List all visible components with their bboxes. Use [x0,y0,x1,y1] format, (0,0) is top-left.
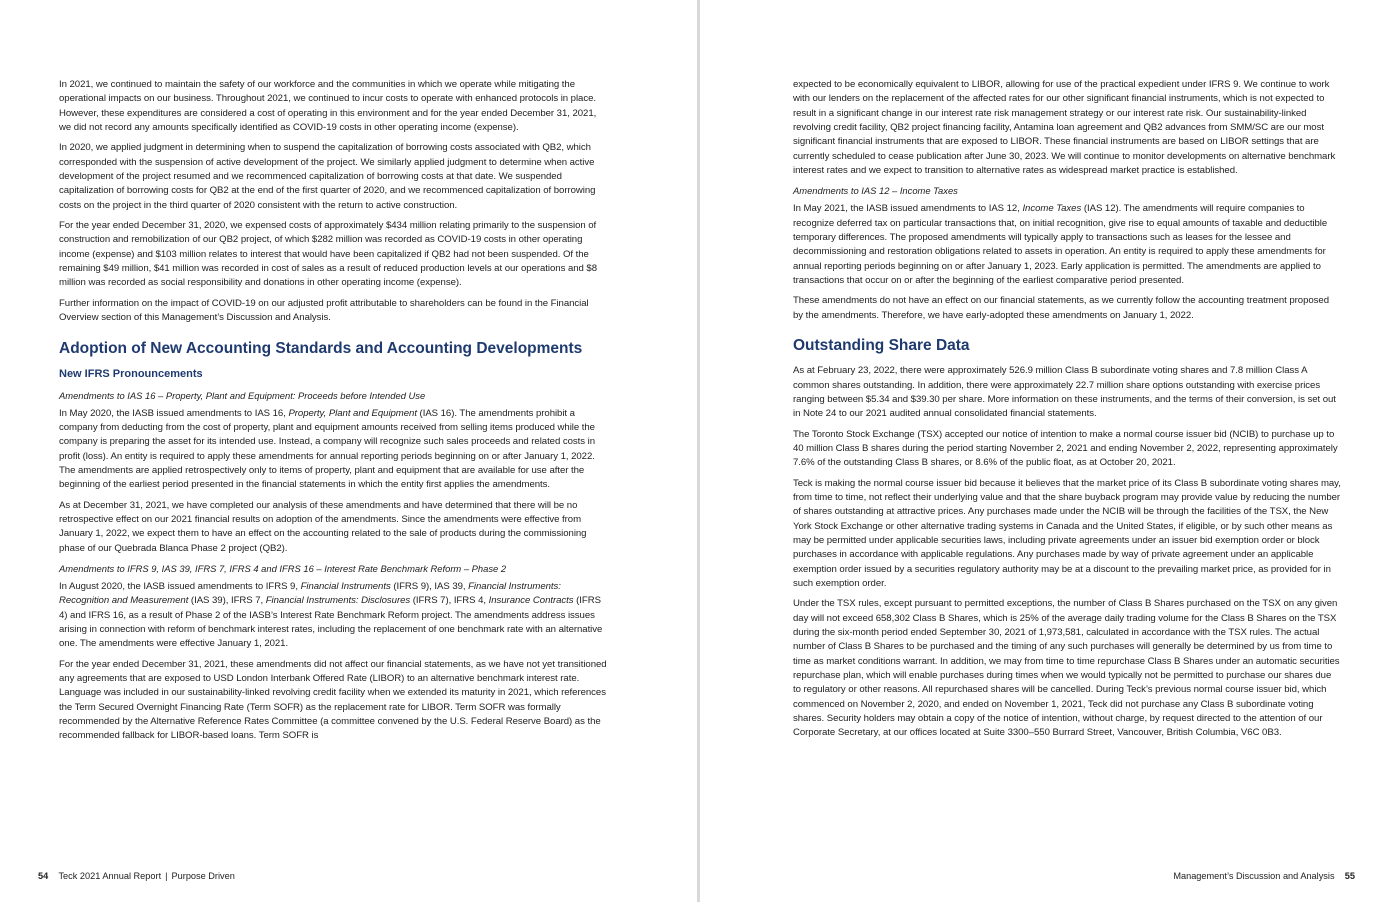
paragraph-tsx-rules: Under the TSX rules, except pursuant to permitted exceptions, the number of Class B Shares purchased on the TSX on any given day will not exceed 658,302 Class B Shares, which is 25% of the average daily trading volume for the Class B Shares on the TSX during the six-month period ended September 30, 2021 of 1,973,581, calculated in accordance with the TSX rules. The actual number of Class B Shares to be purchased and the timing of any such purchases will generally be determined by us from time to time as market conditions warrant. In addition, we may from time to time repurchase Class B Shares under an automatic securities repurchase plan, which will enable purchases during times when we would typically not be permitted to purchase our shares due to regulatory or other reasons. All repurchased shares will be cancelled. During Teck’s previous normal course issuer bid, which commenced on November 2, 2020, and ended on November 1, 2021, Teck did not purchase any Class B subordinate voting shares. Security holders may obtain a copy of the notice of intention, without charge, by request directed to the attention of our Corporate Secretary, at our offices located at Suite 3300–550 Burrard Street, Vancouver, British Columbia, V6C 0B3. [793,598,1340,739]
paragraph-ibor-effect: For the year ended December 31, 2021, these amendments did not affect our financial statements, as we have not yet transitioned any agreements that are exposed to USD London Interbank Offered Rate (LIBOR) to an alternative benchmark interest rate. Language was included in our sustainability-linked revolving credit facility when we extended its maturity in 2021, which references the Term Secured Overnight Financing Rate (Term SOFR) as the replacement rate for LIBOR. Term SOFR was formally recommended by the Alternative Reference Rates Committee (a committee convened by the U.S. Federal Reserve Board) as the recommended fallback for LIBOR-based loans. Term SOFR is [59,658,607,742]
lead-ibor-reform: Amendments to IFRS 9, IAS 39, IFRS 7, IFRS 4 and IFRS 16 – Interest Rate Benchmark Reform – Phase 2 [59,562,507,574]
report-title: Teck 2021 Annual Report [58,871,162,881]
right-column [793,78,1341,747]
lead-ias12: Amendments to IAS 12 – Income Taxes [793,185,958,197]
footer-left [38,871,235,881]
page-54 [0,0,697,902]
report-tagline: Purpose Driven [171,871,235,881]
paragraph-libor-continued: expected to be economically equivalent to LIBOR, allowing for use of the practical expedient under IFRS 9. We continue to work with our lenders on the replacement of the affected rates for our other significant financial instruments, which is not expected to result in a significant change in our interest rate risk management strategy or our interest rate risk. Our sustainability-linked revolving credit facility, QB2 project financing facility, Antamina loan agreement and QB2 advances from SMM/SC are our most significant financial instruments that are exposed to LIBOR. These financial instruments are based on LIBOR settings that are currently scheduled to cease publication after June 30, 2023. We will continue to monitor developments on alternative benchmark interest rates and we expect to transition to alternative rates as widespread market practice is established. [793,79,1336,177]
paragraph-shares-outstanding: As at February 23, 2022, there were approximately 526.9 million Class B subordinate voting shares and 7.8 million Class A common shares outstanding. In addition, there were approximately 22.7 million share options outstanding with exercise prices ranging between $5.34 and $39.30 per share. More information on these instruments, and the terms of their conversion, is set out in Note 24 to our 2021 audited annual consolidated financial statements. [793,365,1336,420]
paragraph-ncib-rationale: Teck is making the normal course issuer bid because it believes that the market price of its Class B subordinate voting shares may, from time to time, not reflect their underlying value and that the share buyback program may provide value by reducing the number of shares outstanding at attractive prices. Any purchases made under the NCIB will be through the facilities of the TSX, the New York Stock Exchange or other alternative trading systems in Canada and the United States, if eligible, or by such other means as may be permitted under applicable securities laws, including private agreements under an issuer bid exemption order or block purchases in accordance with applicable regulations. Any purchases made by way of private agreement under an applicable exemption order issued by a securities regulatory authority may be at a discount to the prevailing market price, as provided for in such exemption order. [793,477,1341,589]
page-number: 54 [38,871,49,881]
subheading-ifrs-pronouncements: New IFRS Pronouncements [59,367,203,380]
paragraph-ias16-amendments: In May 2020, the IASB issued amendments to IAS 16, Property, Plant and Equipment (IAS 16). The amendments prohibit a company from deducting from the cost of property, plant and equipment amounts received from selling items produced while the company is preparing the asset for its intended use. Instead, a company will recognize such sales proceeds and related costs in profit (loss). An entity is required to apply these amendments for annual reporting periods beginning on or after January 1, 2022. The amendments are applied retrospectively only to items of property, plant and equipment that are available for use after the beginning of the earliest period presented in the financial statements in which the entity first applies the amendments. [59,407,595,491]
page-55 [700,0,1395,902]
paragraph-expensed-costs-2020: For the year ended December 31, 2020, we expensed costs of approximately $434 million relating primarily to the suspension of construction and remobilization of our QB2 project, of which $282 million was recorded as COVID-19 costs in other operating income (expense) and $103 million relates to interest that would have been capitalized if QB2 had not been suspended. Of the remaining $49 million, $41 million was recorded in cost of sales as a result of reduced production levels at our operations and $8 million was recorded as social responsibility and donations in other operating income (expense). [59,220,597,289]
footer-right [1173,871,1355,881]
section-heading-accounting-standards: Adoption of New Accounting Standards and Accounting Developments [59,339,583,357]
page-number: 55 [1344,871,1355,881]
paragraph-covid-2021: In 2021, we continued to maintain the safety of our workforce and the communities in which we operate while mitigating the operational impacts on our business. Throughout 2021, we continued to incur costs to operate with enhanced protocols in place. However, these expenditures are considered a cost of operating in this environment and for the year ended December 31, 2021, we did not record any amounts specifically identified as COVID-19 costs in other operating income (expense). [59,79,597,134]
lead-ias16: Amendments to IAS 16 – Property, Plant and Equipment: Proceeds before Intended Use [59,389,426,401]
paragraph-ibor-amendments: In August 2020, the IASB issued amendments to IFRS 9, Financial Instruments (IFRS 9), IAS 39, Financial Instruments: Recognition and Measurement (IAS 39), IFRS 7, Financial Instruments: Disclosures (IFRS 7), IFRS 4, Insurance Contracts (IFRS 4) and IFRS 16, as a result of Phase 2 of the IASB’s Interest Rate Benchmark Reform project. The amendments address issues arising in connection with reform of benchmark interest rates, including the replacement of one benchmark rate with an alternative one. The amendments were effective January 1, 2021. [59,580,603,650]
paragraph-ias12-amendments: In May 2021, the IASB issued amendments to IAS 12, Income Taxes (IAS 12). The amendments will require companies to recognize deferred tax on particular transactions that, on initial recognition, give rise to equal amounts of taxable and deductible temporary differences. The proposed amendments will typically apply to transactions such as leases for the lessee and decommissioning and restoration obligations related to assets in operation. An entity is required to apply these amendments for annual reporting periods beginning on or after January 1, 2023. Early application is permitted. The amendments are applied to transactions that occur on or after the beginning of the earliest comparative period presented. [793,203,1328,287]
section-heading-share-data: Outstanding Share Data [793,337,970,355]
left-column [59,78,607,750]
paragraph-ias12-effect: These amendments do not have an effect on our financial statements, as we currently follow the accounting treatment proposed by the amendments. Therefore, we have early-adopted these amendments on January 1, 2022. [793,295,1329,321]
paragraph-ncib-notice: The Toronto Stock Exchange (TSX) accepted our notice of intention to make a normal course issuer bid (NCIB) to purchase up to 40 million Class B shares during the period starting November 2, 2021 and ending November 2, 2022, representing approximately 7.6% of the outstanding Class B shares, or 8.6% of the public float, as at October 20, 2021. [793,428,1338,469]
footer-separator: | [165,871,168,881]
paragraph-ias16-analysis: As at December 31, 2021, we have completed our analysis of these amendments and have determined that there will be no retrospective effect on our 2021 financial results on adoption of the amendments. Since the amendments were effective from January 1, 2022, we expect them to have an effect on the accounting related to the sale of products during the commissioning phase of our Quebrada Blanca Phase 2 project (QB2). [59,499,587,554]
paragraph-further-information: Further information on the impact of COVID-19 on our adjusted profit attributable to shareholders can be found in the Financial Overview section of this Management’s Discussion and Analysis. [59,297,589,324]
section-name: Management’s Discussion and Analysis [1173,871,1335,881]
paragraph-borrowing-costs: In 2020, we applied judgment in determining when to suspend the capitalization of borrowing costs associated with QB2, which corresponded with the suspension of active development of the project. We similarly applied judgment to determine when active development of the project resumed and we recommenced capitalization of borrowing costs at that date. We suspended capitalization of borrowing costs for QB2 at the end of the first quarter of 2020, and we recommenced capitalization of borrowing costs on the project in the third quarter of 2020 consistent with the return to active construction. [59,142,596,211]
